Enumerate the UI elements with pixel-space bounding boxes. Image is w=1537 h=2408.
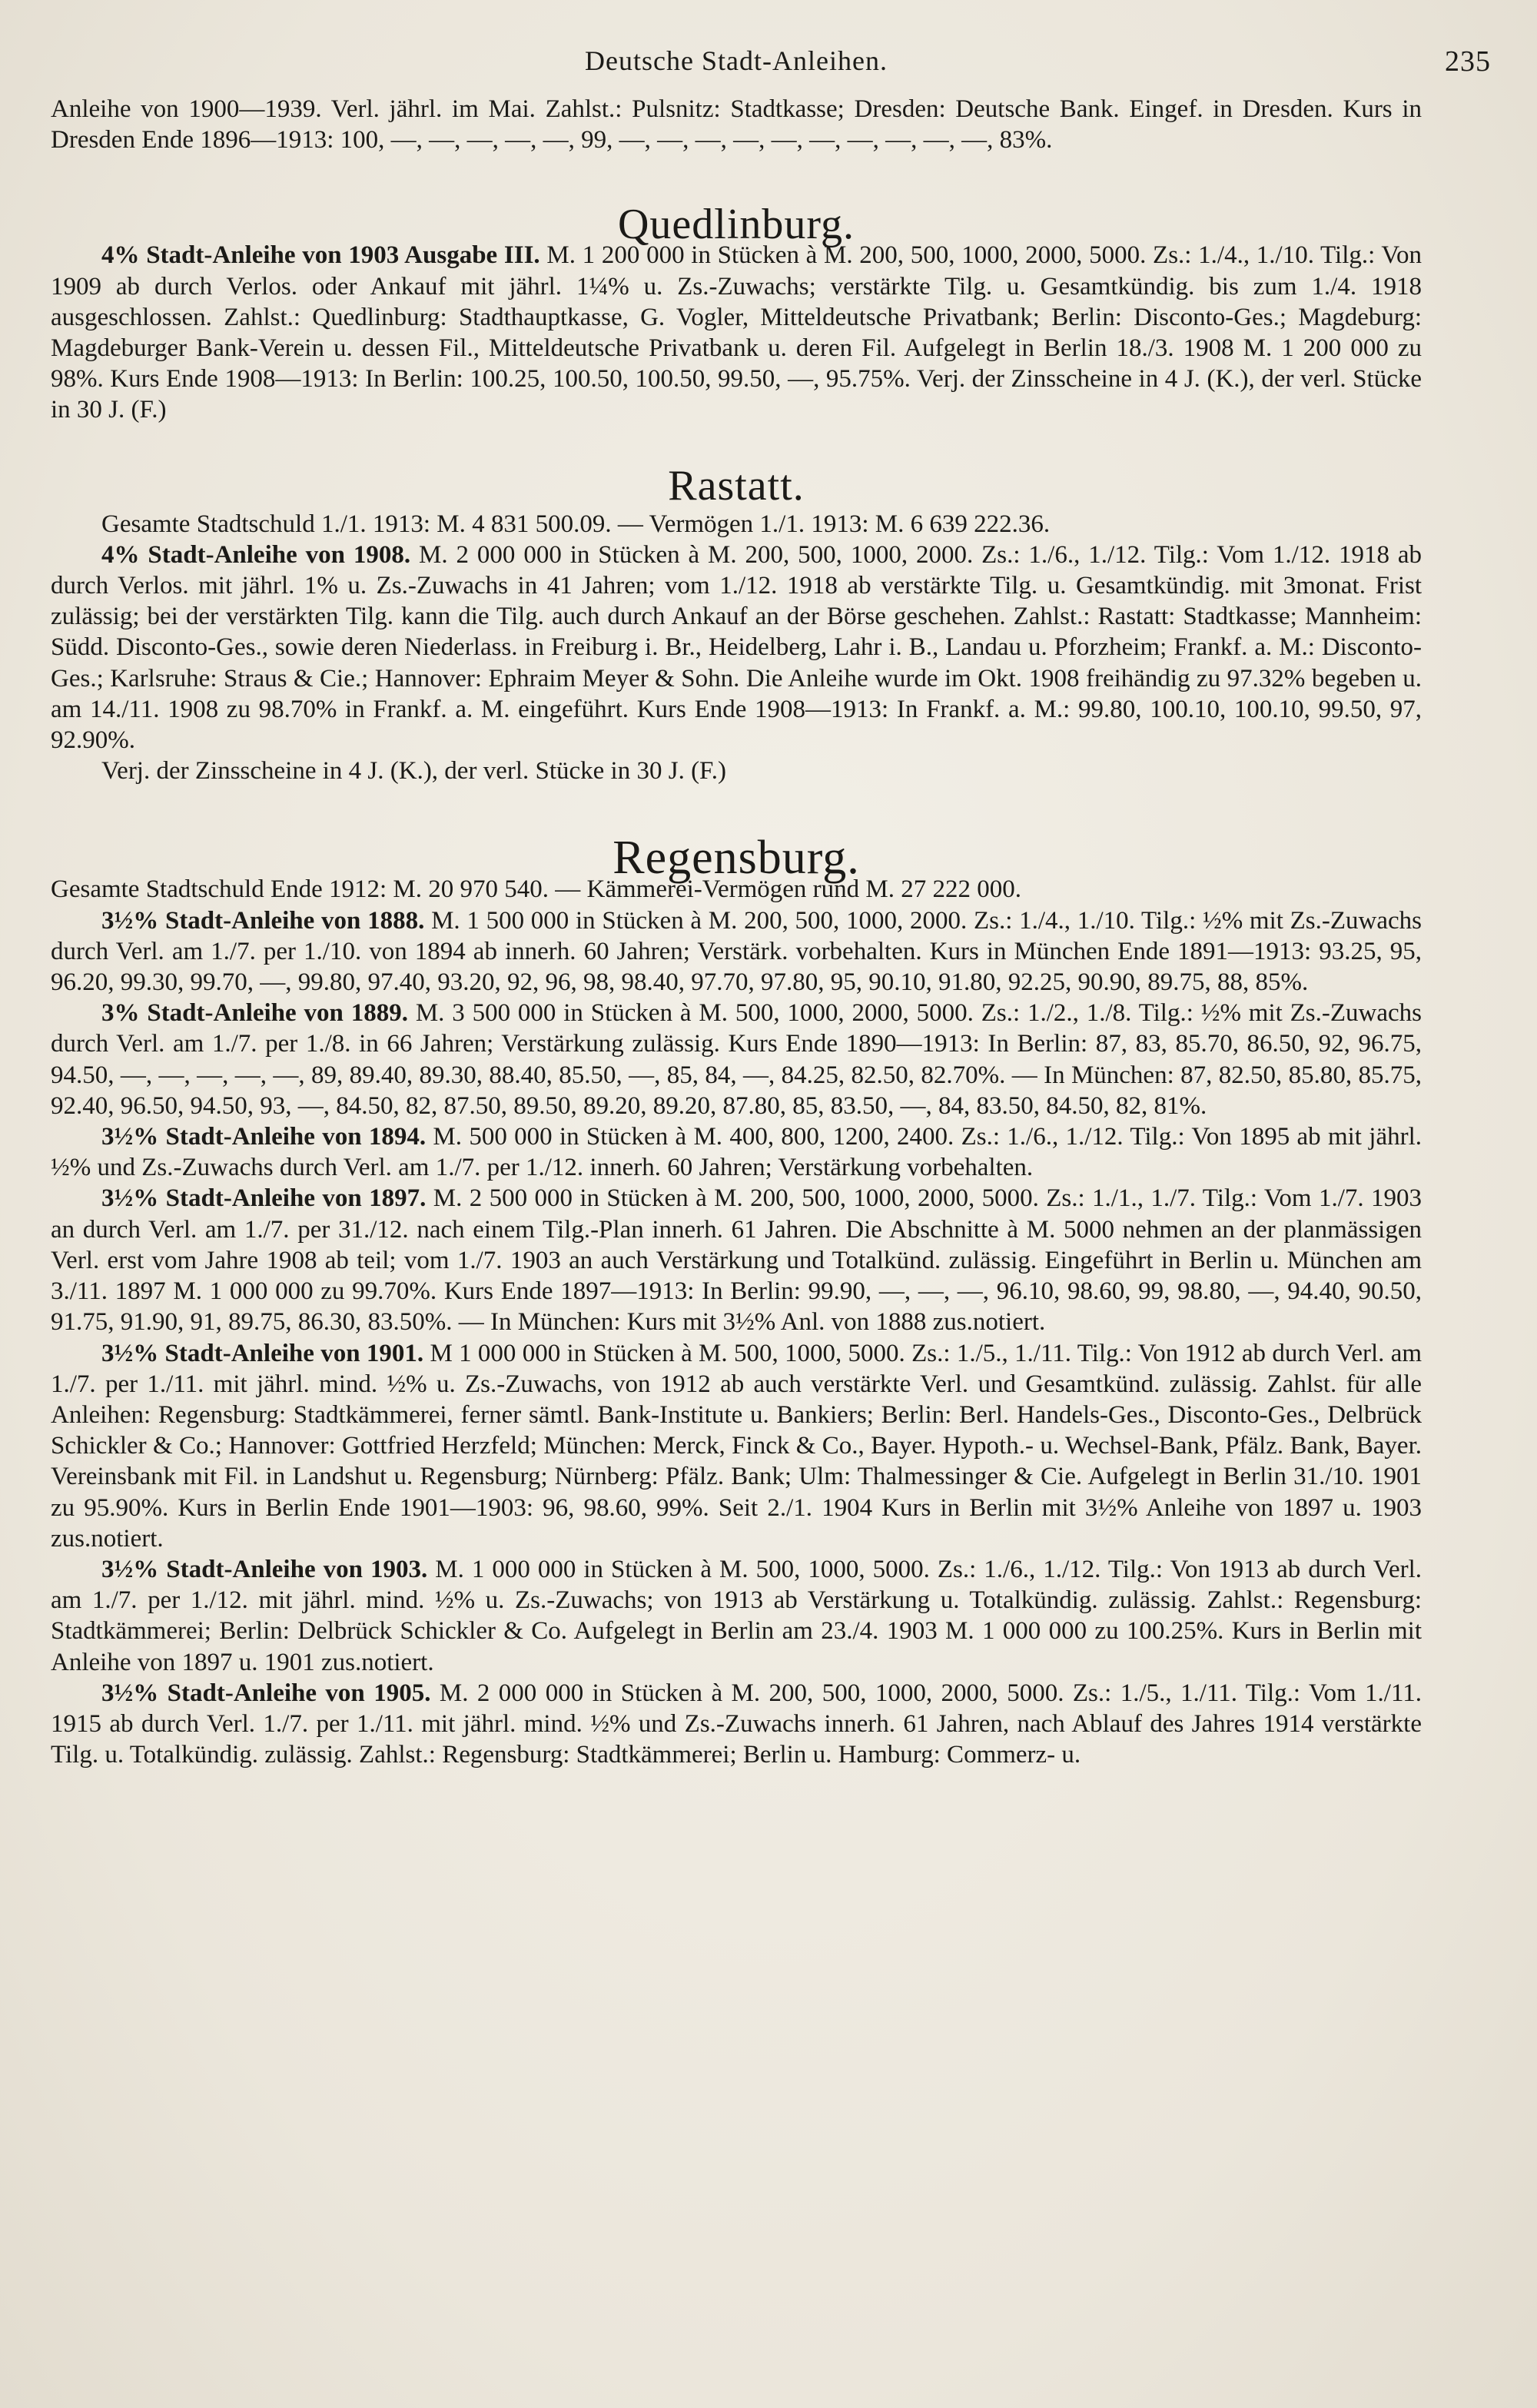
page-number: 235 bbox=[1445, 45, 1491, 78]
loan-entry bbox=[51, 1554, 1422, 1678]
loan-title: 3½% Stadt-Anleihe von 1903. bbox=[101, 1555, 428, 1583]
loan-entry bbox=[51, 998, 1422, 1121]
loan-text: M. 2 500 000 in Stücken à M. 200, 500, 1000, 2000, 5000. Zs.: 1./1., 1./7. Tilg.: Vom 1./7. 1903 an durch Verl. am 1./7. per 31./12. nach einem Tilg.-Plan innerh. 61 Jahren. Die Abschnitte à M. 5000 nehmen an der planmässigen Verl. erst vom Jahre 1908 ab teil; vom 1./7. 1903 an auch Verstärkung und Totalkünd. zulässig. Eingeführt in Berlin u. München am 3./11. 1897 M. 1 000 000 zu 99.70%. Kurs Ende 1897—1913: In Berlin: 99.90, —, —, —, 96.10, 98.60, 99, 98.80, —, 94.40, 90.50, 91.75, 91.90, 91, 89.75, 86.30, 83.50%. — In München: Kurs mit 3½% Anl. von 1888 zus.notiert. bbox=[51, 1184, 1422, 1337]
loan-text: M. 2 000 000 in Stücken à M. 200, 500, 1000, 2000, 5000. Zs.: 1./5., 1./11. Tilg.: Vom 1./11. 1915 ab durch Verl. 1./7. per 1./11. mit jährl. mind. ½% und Zs.-Zuwachs innerh. 61 Jahren, nach Ablauf des Jahres 1914 verstärkte Tilg. u. Totalkündig. zulässig. Zahlst.: Regensburg: Stadtkämmerei; Berlin u. Hamburg: Commerz- u. bbox=[51, 1679, 1422, 1769]
loan-entry bbox=[51, 1183, 1422, 1337]
loan-title: 3½% Stadt-Anleihe von 1894. bbox=[101, 1123, 427, 1151]
loan-entry bbox=[51, 905, 1422, 998]
running-header bbox=[51, 45, 1491, 94]
loan-entry bbox=[51, 1121, 1422, 1183]
loan-title: 3½% Stadt-Anleihe von 1901. bbox=[101, 1339, 424, 1367]
section-heading-rastatt: Rastatt. bbox=[668, 461, 805, 510]
loan-entry bbox=[51, 1678, 1422, 1771]
loan-entry bbox=[51, 240, 1422, 425]
intro-paragraph: Anleihe von 1900—1939. Verl. jährl. im Mai. Zahlst.: Pulsnitz: Stadtkasse; Dresden: Deutsche Bank. Eingef. in Dresden. Kurs in Dresden Ende 1896—1913: 100, —, —, —, —, —, 99, —, —, —, —, —, —, —, —, —, —, 83%. bbox=[51, 95, 1422, 154]
city-debt-summary: Gesamte Stadtschuld 1./1. 1913: M. 4 831 500.09. — Vermögen 1./1. 1913: M. 6 639 222.36. bbox=[101, 510, 1051, 538]
loan-text: M. 500 000 in Stücken à M. 400, 800, 1200, 2400. Zs.: 1./6., 1./12. Tilg.: Von 1895 ab mit jährl. ½% und Zs.-Zuwachs durch Verl. am 1./7. per 1./12. innerh. 60 Jahren; Verstärkung vorbehalten. bbox=[51, 1123, 1422, 1182]
loan-text: M. 1 200 000 in Stücken à M. 200, 500, 1000, 2000, 5000. Zs.: 1./4., 1./10. Tilg.: Von 1909 ab durch Verlos. oder Ankauf mit jährl. 1¼% u. Zs.-Zuwachs; verstärkte Tilg. u. Gesamtkündig. bis zum 1./4. 1918 ausgeschlossen. Zahlst.: Quedlinburg: Stadthauptkasse, G. Vogler, Mitteldeutsche Privatbank; Berlin: Disconto-Ges.; Magdeburg: Magdeburger Bank-Verein u. dessen Fil., Mitteldeutsche Privatbank u. deren Fil. Aufgelegt in Berlin 18./3. 1908 M. 1 200 000 zu 98%. Kurs Ende 1908—1913: In Berlin: 100.25, 100.50, 100.50, 99.50, —, 95.75%. Verj. der Zinsscheine in 4 J. (K.), der verl. Stücke in 30 J. (F.) bbox=[51, 241, 1422, 424]
loan-text: M. 3 500 000 in Stücken à M. 500, 1000, 2000, 5000. Zs.: 1./2., 1./8. Tilg.: ½% mit Zs.-Zuwachs durch Verl. am 1./7. per 1./8. in 66 Jahren; Verstärkung zulässig. Kurs Ende 1890—1913: In Berlin: 87, 83, 85.70, 86.50, 92, 96.75, 94.50, —, —, —, —, —, 89, 89.40, 89.30, 88.40, 85.50, —, 85, 84, —, 84.25, 82.50, 82.70%. — In München: 87, 82.50, 85.80, 85.75, 92.40, 96.50, 94.50, 93, —, 84.50, 82, 87.50, 89.50, 89.20, 89.20, 87.80, 85, 83.50, —, 84, 83.50, 84.50, 82, 81%. bbox=[51, 999, 1422, 1120]
loan-text: M 1 000 000 in Stücken à M. 500, 1000, 5000. Zs.: 1./5., 1./11. Tilg.: Von 1912 ab durch Verl. am 1./7. per 1./11. mit jährl. mind. ½% u. Zs.-Zuwachs, von 1912 ab auch verstärkte Verl. und Gesamtkünd. zulässig. Zahlst. für alle Anleihen: Regensburg: Stadtkämmerei, ferner sämtl. Bank-Institute u. Bankiers; Berlin: Berl. Handels-Ges., Disconto-Ges., Delbrück Schickler & Co.; Hannover: Gottfried Herzfeld; München: Merck, Finck & Co., Bayer. Hypoth.- u. Wechsel-Bank, Pfälz. Bank, Bayer. Vereinsbank mit Fil. in Landshut u. Regensburg; Nürnberg: Pfälz. Bank; Ulm: Thalmessinger & Cie. Aufgelegt in Berlin 31./10. 1901 zu 95.90%. Kurs in Berlin Ende 1901—1903: 96, 98.60, 99%. Seit 2./1. 1904 Kurs in Berlin mit 3½% Anleihe von 1897 u. 1903 zus.notiert. bbox=[51, 1339, 1422, 1553]
running-title: Deutsche Stadt-Anleihen. bbox=[585, 45, 888, 76]
loan-title: 4% Stadt-Anleihe von 1908. bbox=[101, 540, 411, 569]
city-debt-summary: Gesamte Stadtschuld Ende 1912: M. 20 970 540. — Kämmerei-Vermögen rund M. 27 222 000. bbox=[51, 875, 1021, 904]
loan-text: M. 2 000 000 in Stücken à M. 200, 500, 1000, 2000. Zs.: 1./6., 1./12. Tilg.: Vom 1./12. 1918 ab durch Verlos. mit jährl. 1% u. Zs.-Zuwachs in 41 Jahren; vom 1./12. 1918 ab verstärkte Tilg. u. Gesamtkündig. mit 3monat. Frist zulässig; bei der verstärkten Tilg. kann die Tilg. auch durch Ankauf an der Börse geschehen. Zahlst.: Rastatt: Stadtkasse; Mannheim: Südd. Disconto-Ges., sowie deren Niederlass. in Freiburg i. Br., Heidelberg, Lahr i. B., Landau u. Pforzheim; Frankf. a. M.: Disconto-Ges.; Karlsruhe: Straus & Cie.; Hannover: Ephraim Meyer & Sohn. Die Anleihe wurde im Okt. 1908 freihändig zu 97.32% begeben u. am 14./11. 1908 zu 98.70% in Frankf. a. M. eingeführt. Kurs Ende 1908—1913: In Frankf. a. M.: 99.80, 100.10, 100.10, 99.50, 97, 92.90%. bbox=[51, 540, 1422, 755]
loan-title: 4% Stadt-Anleihe von 1903 Ausgabe III. bbox=[101, 241, 540, 270]
section-heading-quedlinburg: Quedlinburg. bbox=[617, 201, 855, 249]
loan-entry bbox=[51, 540, 1422, 756]
section-heading-regensburg: Regensburg. bbox=[612, 832, 860, 885]
limitation-note: Verj. der Zinsscheine in 4 J. (K.), der verl. Stücke in 30 J. (F.) bbox=[101, 757, 727, 786]
loan-text: M. 1 500 000 in Stücken à M. 200, 500, 1000, 2000. Zs.: 1./4., 1./10. Tilg.: ½% mit Zs.-Zuwachs durch Verl. am 1./7. per 1./10. von 1894 ab innerh. 60 Jahren; Verstärk. vorbehalten. Kurs in München Ende 1891—1913: 93.25, 95, 96.20, 99.30, 99.70, —, 99.80, 97.40, 93.20, 92, 96, 98, 98.40, 97.70, 97.80, 95, 90.10, 91.80, 92.25, 90.90, 89.75, 88, 85%. bbox=[51, 906, 1422, 997]
loan-title: 3½% Stadt-Anleihe von 1897. bbox=[101, 1184, 427, 1213]
loan-title: 3½% Stadt-Anleihe von 1888. bbox=[101, 906, 425, 935]
loan-title: 3% Stadt-Anleihe von 1889. bbox=[101, 999, 408, 1028]
loan-title: 3½% Stadt-Anleihe von 1905. bbox=[101, 1679, 431, 1707]
loan-text: M. 1 000 000 in Stücken à M. 500, 1000, 5000. Zs.: 1./6., 1./12. Tilg.: Von 1913 ab durch Verl. am 1./7. per 1./12. mit jährl. mind. ½% u. Zs.-Zuwachs; von 1913 ab Verstärkung u. Totalkündig. zulässig. Zahlst.: Regensburg: Stadtkämmerei; Berlin: Delbrück Schickler & Co. Aufgelegt in Berlin am 23./4. 1903 M. 1 000 000 zu 100.25%. Kurs in Berlin mit Anleihe von 1897 u. 1901 zus.notiert. bbox=[51, 1555, 1422, 1676]
loan-entry bbox=[51, 1338, 1422, 1554]
